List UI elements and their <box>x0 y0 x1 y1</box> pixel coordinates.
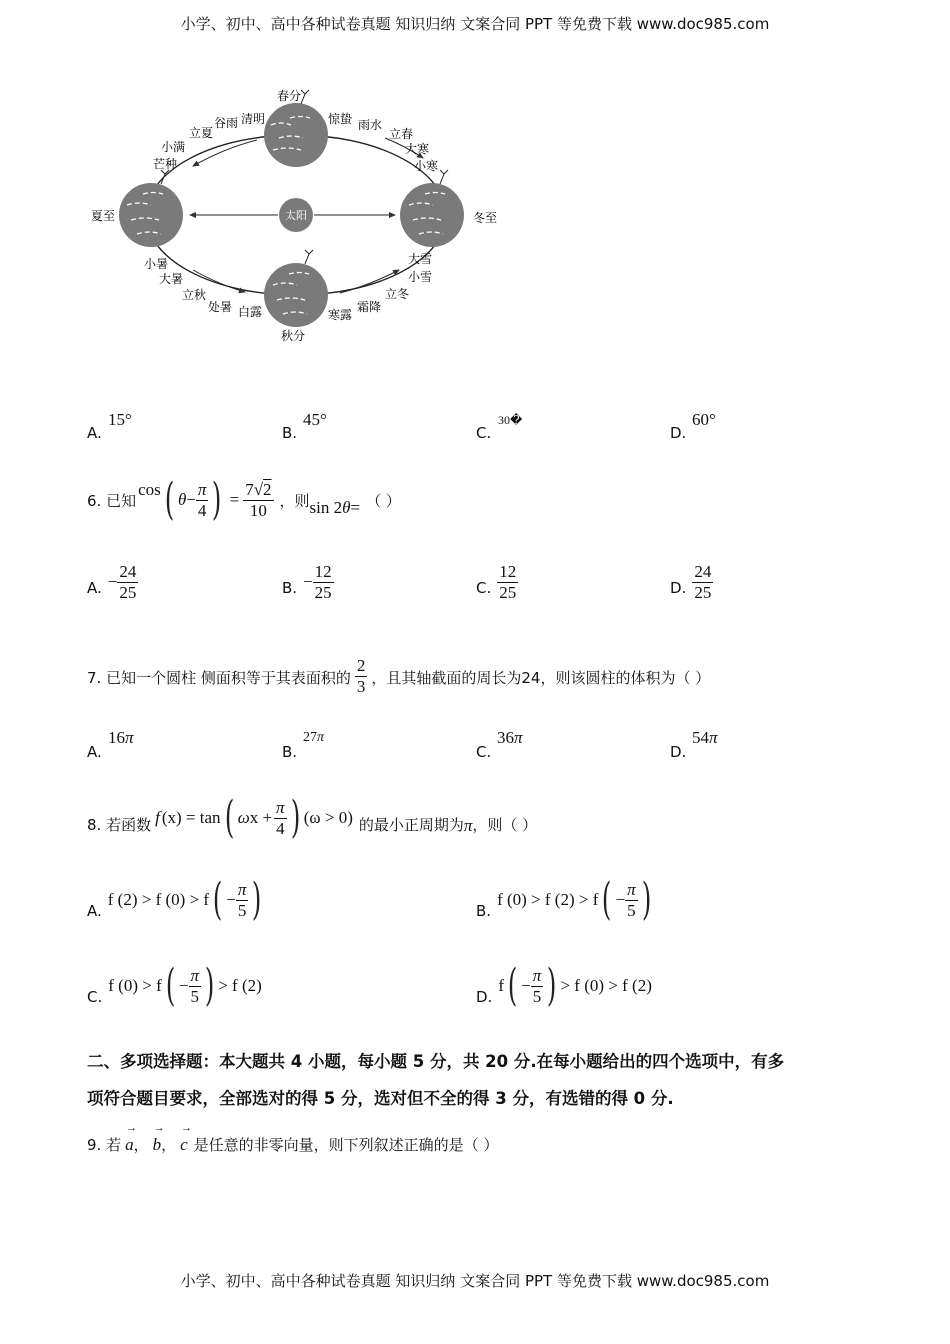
svg-text:白露: 白露 <box>238 305 263 319</box>
q5-option-c-label: C. <box>476 424 492 442</box>
q5-option-d-label: D. <box>670 424 687 442</box>
q6-fraction-7sqrt2-10: $\frac{7√2}{10}$ <box>245 479 272 520</box>
q6-cos: cos <box>138 480 161 499</box>
q7-suffix: ，且其轴截面的周长为24，则该圆柱的体积为（ ） <box>371 669 711 687</box>
q8-option-b: B. f (0) > f (2) > f ( − $\frac{\pi}{5}$ ) <box>476 874 651 925</box>
svg-text:处暑: 处暑 <box>208 300 233 314</box>
svg-text:雨水: 雨水 <box>358 118 383 132</box>
earth-autumn <box>264 250 328 327</box>
q7-option-d-label: D. <box>670 743 687 761</box>
question-9: 9. 若 → a ， → b ， → c 是任意的非零向量，则下列叙述正确的是（ ） <box>87 1122 499 1154</box>
question-7 <box>87 640 710 696</box>
svg-text:立春: 立春 <box>389 127 414 141</box>
q7-option-c-label: C. <box>476 743 492 761</box>
q7-option-a-value: 16π <box>108 728 134 747</box>
q7-option-c-value: 36π <box>497 728 523 747</box>
question-8: 8. 若函数 f (x) = tan ( ω x + $\frac{\pi}{4}$ ) (ω > 0) 的最小正周期为 π ，则（ ） <box>87 792 538 843</box>
svg-text:立冬: 立冬 <box>385 287 410 301</box>
q6-pi-over-4: $\frac{\pi}{4}$ <box>197 479 207 520</box>
q8-option-d: D. f ( − $\frac{\pi}{5}$ ) > f (0) > f (2) <box>476 960 652 1011</box>
q7-option-d-value: 54π <box>692 728 718 747</box>
section-2-heading-line-1: 二、多项选择题：本大题共 4 小题，每小题 5 分，共 20 分.在每小题给出的四个选项中，有多 <box>87 1052 785 1071</box>
solar-terms-diagram <box>85 80 515 350</box>
label-xiazhi: 夏至 <box>91 209 116 223</box>
svg-text:大暑: 大暑 <box>159 272 184 286</box>
q7-option-b-value: 27π <box>303 730 325 745</box>
q8-option-a: A. f (2) > f (0) > f ( − $\frac{\pi}{5}$ ) <box>87 874 262 925</box>
svg-text:小寒: 小寒 <box>414 159 439 173</box>
svg-text:霜降: 霜降 <box>357 300 382 314</box>
q7-option-a-label: A. <box>87 743 102 761</box>
label-dongzhi: 冬至 <box>473 211 498 225</box>
svg-text:小暑: 小暑 <box>144 257 169 271</box>
q7-fraction: $\frac{2}{3}$ <box>356 656 366 697</box>
svg-text:寒露: 寒露 <box>328 308 353 322</box>
vector-a: → a <box>125 1122 138 1154</box>
svg-text:大雪: 大雪 <box>408 252 433 266</box>
svg-text:小雪: 小雪 <box>408 270 433 284</box>
q7-option-b-label: B. <box>282 743 298 761</box>
svg-text:谷雨: 谷雨 <box>214 116 239 130</box>
q6-option-b: B. − $\frac{12}{25}$ <box>282 561 332 602</box>
svg-text:大寒: 大寒 <box>405 142 430 156</box>
svg-text:芒种: 芒种 <box>153 157 178 171</box>
svg-text:立夏: 立夏 <box>189 126 214 140</box>
vector-b: → b <box>152 1122 165 1154</box>
page-footer: 小学、初中、高中各种试卷真题 知识归纳 文案合同 PPT 等免费下载 www.doc985.com <box>180 1272 770 1290</box>
earth-summer <box>119 170 183 247</box>
label-qiufen: 秋分 <box>281 329 306 343</box>
q6-option-c: C. $\frac{12}{25}$ <box>476 561 517 602</box>
q5-option-a-value: 15° <box>108 410 132 429</box>
label-chunfen: 春分 <box>277 89 302 103</box>
svg-text:小满: 小满 <box>161 140 186 154</box>
q8-option-c: C. f (0) > f ( − $\frac{\pi}{5}$ ) > f (2) <box>87 960 262 1011</box>
sun-label: 太阳 <box>285 209 307 222</box>
q5-option-c-value: 30� <box>498 413 523 427</box>
q5-option-a-label: A. <box>87 424 102 442</box>
q5-option-d-value: 60° <box>692 410 716 429</box>
q7-prefix: 7. 已知一个圆柱 侧面积等于其表面积的 <box>87 669 351 687</box>
q8-prefix: 8. 若函数 <box>87 815 152 834</box>
q6-option-d: D. $\frac{24}{25}$ <box>670 561 712 602</box>
svg-text:惊蛰: 惊蛰 <box>328 112 353 126</box>
svg-text:清明: 清明 <box>241 112 266 126</box>
q5-option-b-value: 45° <box>303 410 327 429</box>
svg-text:立秋: 立秋 <box>182 288 207 302</box>
q5-option-b-label: B. <box>282 424 298 442</box>
vector-c: → c <box>180 1122 193 1154</box>
q6-prefix: 6. 已知 <box>87 491 137 510</box>
section-2-heading-line-2: 项符合题目要求，全部选对的得 5 分，选对但不全的得 3 分，有选错的得 0 分. <box>87 1089 674 1108</box>
q6-option-a: A. − $\frac{24}{25}$ <box>87 561 137 602</box>
page-header: 小学、初中、高中各种试卷真题 知识归纳 文案合同 PPT 等免费下载 www.doc985.com <box>180 15 770 33</box>
question-6: 6. 已知 cos ( θ − $\frac{\pi}{4}$ ) = $\frac{7√2}{10}$ ，则 sin 2 θ = （ ） <box>87 474 401 525</box>
